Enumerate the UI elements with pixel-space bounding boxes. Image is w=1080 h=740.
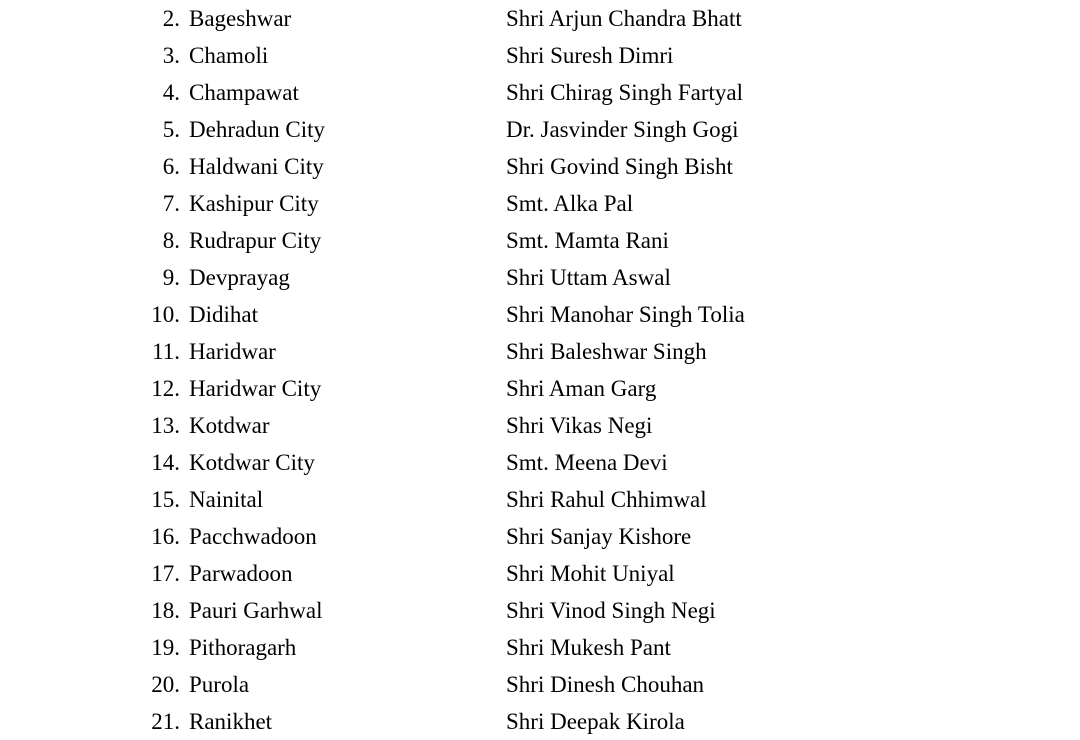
- district-name: Bageshwar: [189, 6, 292, 31]
- district-name: Kotdwar: [189, 413, 270, 438]
- item-number: 6.: [162, 154, 180, 179]
- list-item: [0, 37, 1080, 74]
- person-name: Shri Dinesh Chouhan: [506, 672, 705, 697]
- person-name: Dr. Jasvinder Singh Gogi: [506, 117, 739, 142]
- item-number: 16.: [151, 524, 180, 549]
- list-item: [0, 444, 1080, 481]
- item-number: 2.: [162, 6, 180, 31]
- item-number: 7.: [162, 191, 180, 216]
- district-name: Champawat: [189, 80, 299, 105]
- person-name: Shri Deepak Kirola: [506, 709, 685, 734]
- district-name: Dehradun City: [189, 117, 326, 142]
- item-number: 10.: [151, 302, 180, 327]
- person-name: Shri Manohar Singh Tolia: [506, 302, 745, 327]
- list-item: [0, 185, 1080, 222]
- item-number: 5.: [162, 117, 180, 142]
- district-name: Kotdwar City: [189, 450, 315, 475]
- item-number: 12.: [151, 376, 180, 401]
- list-item: [0, 333, 1080, 370]
- district-name: Ranikhet: [189, 709, 273, 734]
- person-name: Shri Govind Singh Bisht: [506, 154, 733, 179]
- person-name: Shri Arjun Chandra Bhatt: [506, 6, 742, 31]
- list-item: [0, 370, 1080, 407]
- person-name: Smt. Mamta Rani: [506, 228, 669, 253]
- district-name: Pauri Garhwal: [189, 598, 323, 623]
- list-item: [0, 629, 1080, 666]
- item-number: 8.: [162, 228, 180, 253]
- district-name: Pithoragarh: [189, 635, 297, 660]
- district-name: Nainital: [189, 487, 264, 512]
- item-number: 3.: [162, 43, 180, 68]
- list-item: [0, 518, 1080, 555]
- list-item: [0, 703, 1080, 740]
- list-item: [0, 148, 1080, 185]
- person-name: Shri Vikas Negi: [506, 413, 653, 438]
- person-name: Smt. Alka Pal: [506, 191, 634, 216]
- district-name: Chamoli: [189, 43, 269, 68]
- list-item: [0, 555, 1080, 592]
- item-number: 20.: [151, 672, 180, 697]
- item-number: 19.: [151, 635, 180, 660]
- item-number: 17.: [151, 561, 180, 586]
- item-number: 4.: [162, 80, 180, 105]
- list-item: [0, 666, 1080, 703]
- person-name: Shri Vinod Singh Negi: [506, 598, 716, 623]
- district-name: Haridwar: [189, 339, 276, 364]
- person-name: Shri Sanjay Kishore: [506, 524, 692, 549]
- item-number: 9.: [162, 265, 180, 290]
- person-name: Shri Aman Garg: [506, 376, 657, 401]
- person-name: Shri Baleshwar Singh: [506, 339, 707, 364]
- person-name: Shri Mukesh Pant: [506, 635, 671, 660]
- district-name: Kashipur City: [189, 191, 319, 216]
- district-name: Purola: [189, 672, 250, 697]
- list-item: [0, 592, 1080, 629]
- item-number: 11.: [152, 339, 180, 364]
- district-name: Pacchwadoon: [189, 524, 317, 549]
- list-item: [0, 481, 1080, 518]
- item-number: 13.: [151, 413, 180, 438]
- list-item: [0, 111, 1080, 148]
- item-number: 14.: [151, 450, 180, 475]
- item-number: 18.: [151, 598, 180, 623]
- person-name: Shri Mohit Uniyal: [506, 561, 675, 586]
- item-number: 21.: [151, 709, 180, 734]
- list-item: [0, 0, 1080, 37]
- district-name: Rudrapur City: [189, 228, 322, 253]
- person-name: Shri Rahul Chhimwal: [506, 487, 707, 512]
- person-name: Smt. Meena Devi: [506, 450, 668, 475]
- item-number: 15.: [151, 487, 180, 512]
- district-name: Parwadoon: [189, 561, 293, 586]
- list-item: [0, 74, 1080, 111]
- district-name: Haridwar City: [189, 376, 322, 401]
- list-item: [0, 259, 1080, 296]
- person-name: Shri Chirag Singh Fartyal: [506, 80, 744, 105]
- district-name: Devprayag: [189, 265, 290, 290]
- district-name: Didihat: [189, 302, 258, 327]
- district-name: Haldwani City: [189, 154, 324, 179]
- list-item: [0, 222, 1080, 259]
- list-item: [0, 407, 1080, 444]
- person-name: Shri Suresh Dimri: [506, 43, 674, 68]
- list-item: [0, 296, 1080, 333]
- person-name: Shri Uttam Aswal: [506, 265, 671, 290]
